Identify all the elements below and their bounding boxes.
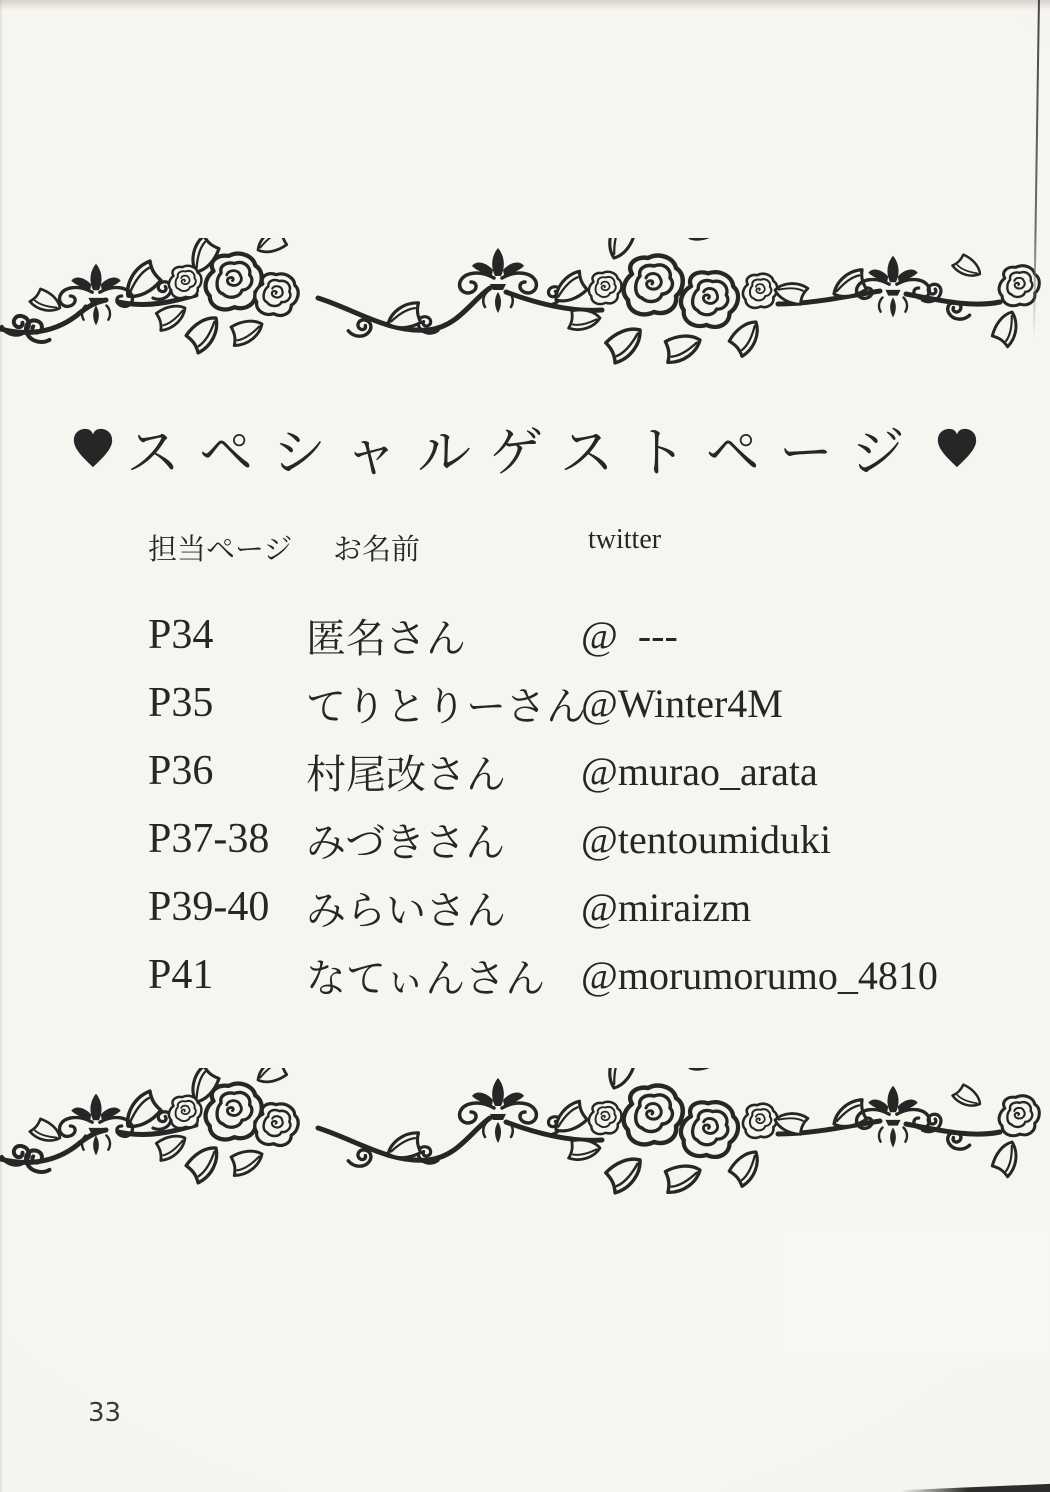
column-header-pages: 担当ページ: [148, 534, 293, 566]
guest-table: [148, 601, 1028, 1009]
cell-name: 匿名さん: [306, 615, 466, 661]
cell-twitter: @miraizm: [581, 884, 752, 930]
scan-corner-artifact: [900, 1483, 1050, 1492]
scan-edge-shadow-top: [0, 0, 1050, 10]
heart-icon: [934, 426, 980, 470]
cell-pages: P37-38: [148, 816, 270, 862]
page-title-text: スペシャルゲストページ: [126, 422, 924, 483]
cell-pages: P36: [148, 748, 214, 794]
cell-pages: P34: [148, 612, 214, 658]
rose-garland-border-bottom: [0, 1068, 1050, 1218]
table-row: [148, 805, 1028, 873]
cell-pages: P35: [148, 680, 214, 726]
column-header-name: お名前: [333, 534, 421, 566]
cell-twitter: @morumorumo_4810: [581, 952, 938, 998]
cell-name: みづきさん: [306, 819, 506, 865]
scan-edge-shadow-left: [0, 0, 3, 1492]
cell-name: てりとりーさん: [306, 683, 586, 729]
column-header-twitter: twitter: [588, 524, 662, 555]
table-row: [148, 669, 1028, 737]
table-row: [148, 873, 1028, 941]
heart-icon: [70, 426, 116, 470]
cell-name: 村尾改さん: [306, 751, 506, 797]
cell-name: なてぃんさん: [306, 955, 546, 1001]
cell-pages: P39-40: [148, 884, 270, 930]
cell-twitter: @ ---: [581, 612, 678, 658]
table-row: [148, 601, 1028, 669]
table-header: [148, 524, 1028, 566]
cell-name: みらいさん: [306, 887, 506, 933]
table-row: [148, 737, 1028, 805]
scan-light-patch: [780, 1228, 1050, 1358]
cell-twitter: @tentoumiduki: [581, 816, 832, 862]
page-title: [0, 402, 1050, 494]
cell-twitter: @murao_arata: [581, 748, 818, 794]
table-row: [148, 941, 1028, 1009]
rose-garland-border-top: [0, 238, 1050, 388]
page-number: 33: [88, 1398, 122, 1428]
cell-twitter: @Winter4M: [581, 680, 783, 726]
cell-pages: P41: [148, 952, 214, 998]
